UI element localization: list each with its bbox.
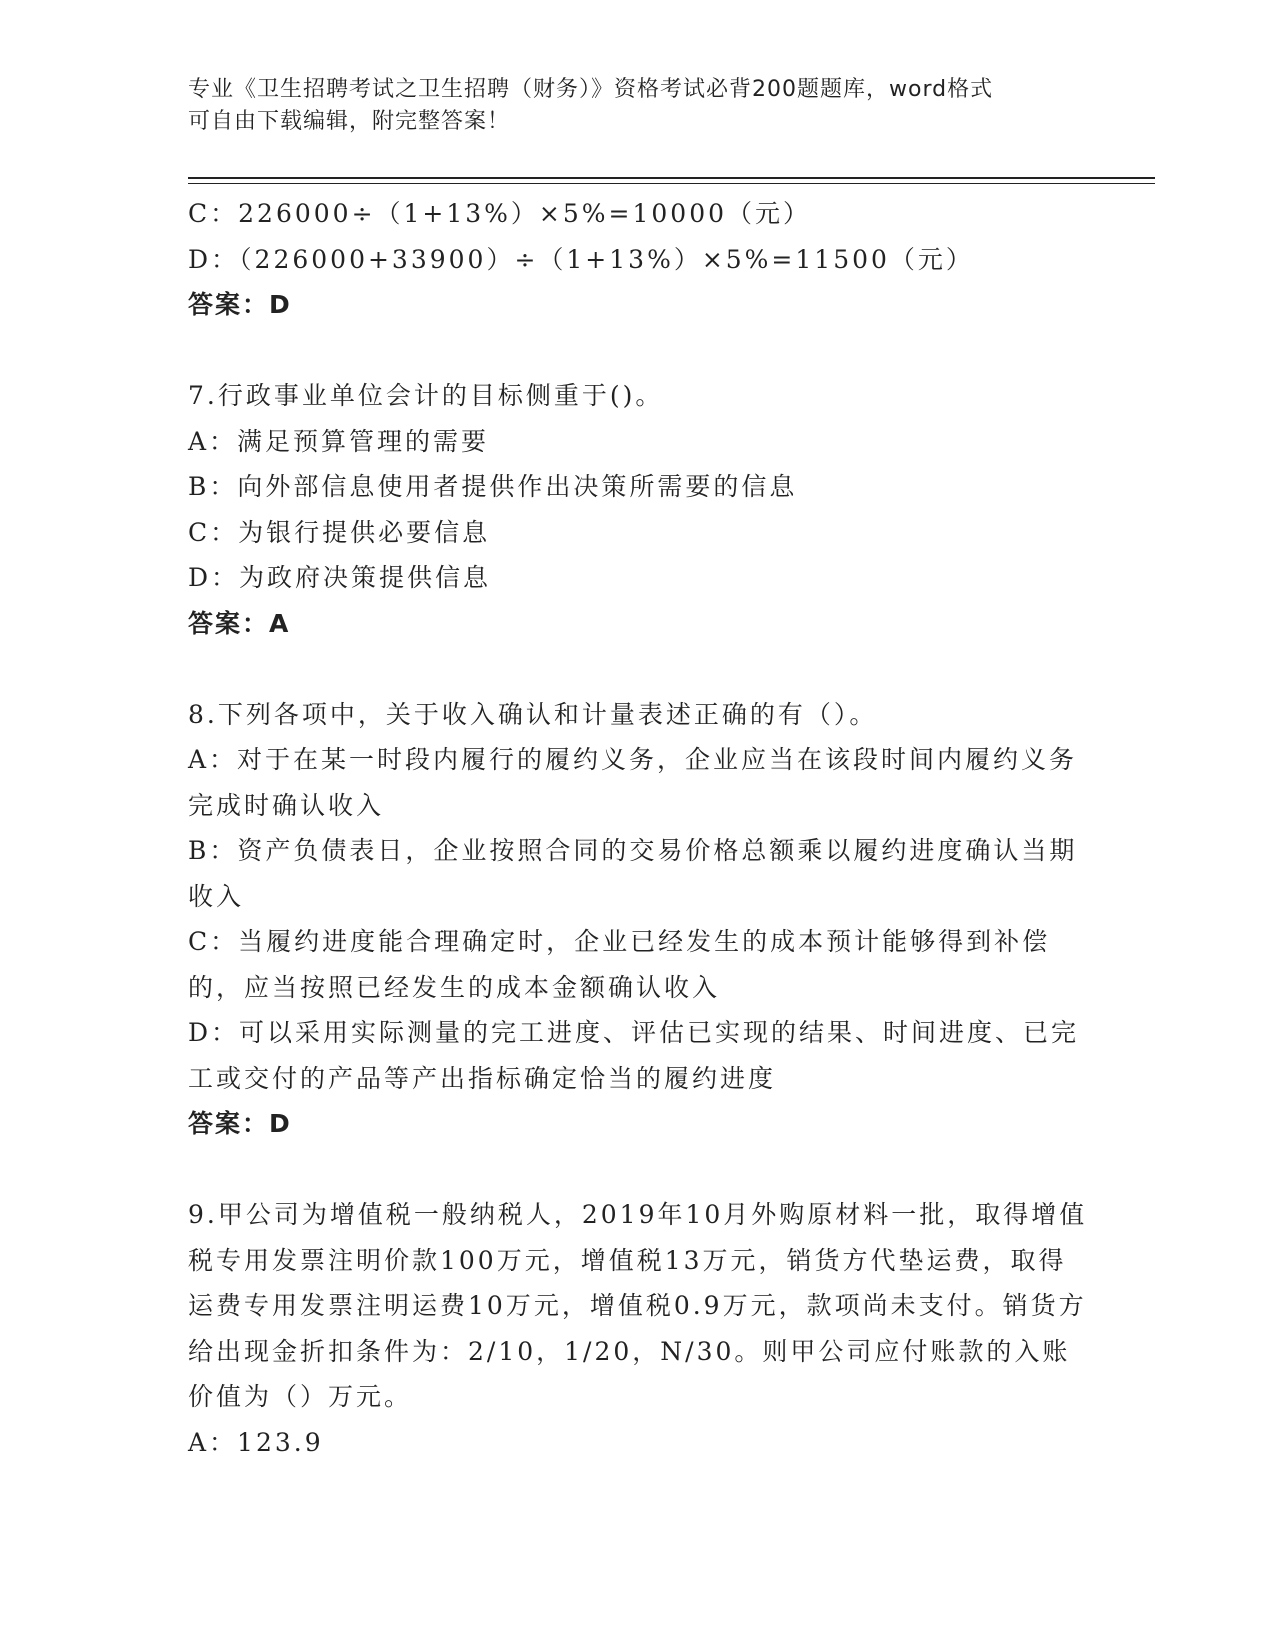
header-title-line-1: 专业《卫生招聘考试之卫生招聘（财务）》资格考试必背200题题库，word格式 xyxy=(188,77,994,102)
question-content xyxy=(188,191,1088,1465)
previous-question-block xyxy=(188,191,1088,328)
option-a: A：对于在某一时段内履行的履约义务，企业应当在该段时间内履约义务完成时确认收入 xyxy=(188,745,1078,820)
question-8-block xyxy=(188,692,1088,1147)
header-divider-thin xyxy=(188,183,1155,184)
question-stem: 8.下列各项中，关于收入确认和计量表述正确的有（）。 xyxy=(188,699,878,729)
question-stem: 9.甲公司为增值税一般纳税人，2019年10月外购原材料一批，取得增值税专用发票注明价款100万元，增值税13万元，销货方代垫运费，取得运费专用发票注明运费10万元，增值税0.9万元，款项尚未支付。销货方给出现金折扣条件为：2/10，1/20，N/30。则甲公司应付账款的入账价值为（）万元。 xyxy=(188,1200,1088,1411)
option-d: D：（226000+33900）÷（1+13%）×5%=11500（元） xyxy=(188,244,974,274)
option-d: D：为政府决策提供信息 xyxy=(188,563,492,592)
spacer xyxy=(188,328,1088,374)
option-a: A：满足预算管理的需要 xyxy=(188,426,490,456)
header-title-line-2: 可自由下载编辑，附完整答案！ xyxy=(188,109,511,134)
spacer xyxy=(188,1147,1088,1193)
document-header xyxy=(188,74,1088,138)
answer-line: 答案：D xyxy=(188,290,292,319)
question-stem: 7.行政事业单位会计的目标侧重于()。 xyxy=(188,381,664,410)
option-b: B：向外部信息使用者提供作出决策所需要的信息 xyxy=(188,472,798,501)
answer-line: 答案：D xyxy=(188,1109,292,1138)
question-9-block xyxy=(188,1192,1088,1465)
option-d: D：可以采用实际测量的完工进度、评估已实现的结果、时间进度、已完工或交付的产品等产出指标确定恰当的履约进度 xyxy=(188,1018,1080,1093)
option-c: C：226000÷（1+13%）×5%=10000（元） xyxy=(188,199,812,228)
option-c: C：为银行提供必要信息 xyxy=(188,517,491,547)
option-b: B：资产负债表日，企业按照合同的交易价格总额乘以履约进度确认当期收入 xyxy=(188,836,1078,911)
option-a: A：123.9 xyxy=(188,1427,324,1457)
spacer xyxy=(188,646,1088,692)
question-7-block xyxy=(188,373,1088,646)
option-c: C：当履约进度能合理确定时，企业已经发生的成本预计能够得到补偿的，应当按照已经发生的成本金额确认收入 xyxy=(188,927,1051,1002)
answer-line: 答案：A xyxy=(188,608,291,638)
header-divider-thick xyxy=(188,177,1155,179)
